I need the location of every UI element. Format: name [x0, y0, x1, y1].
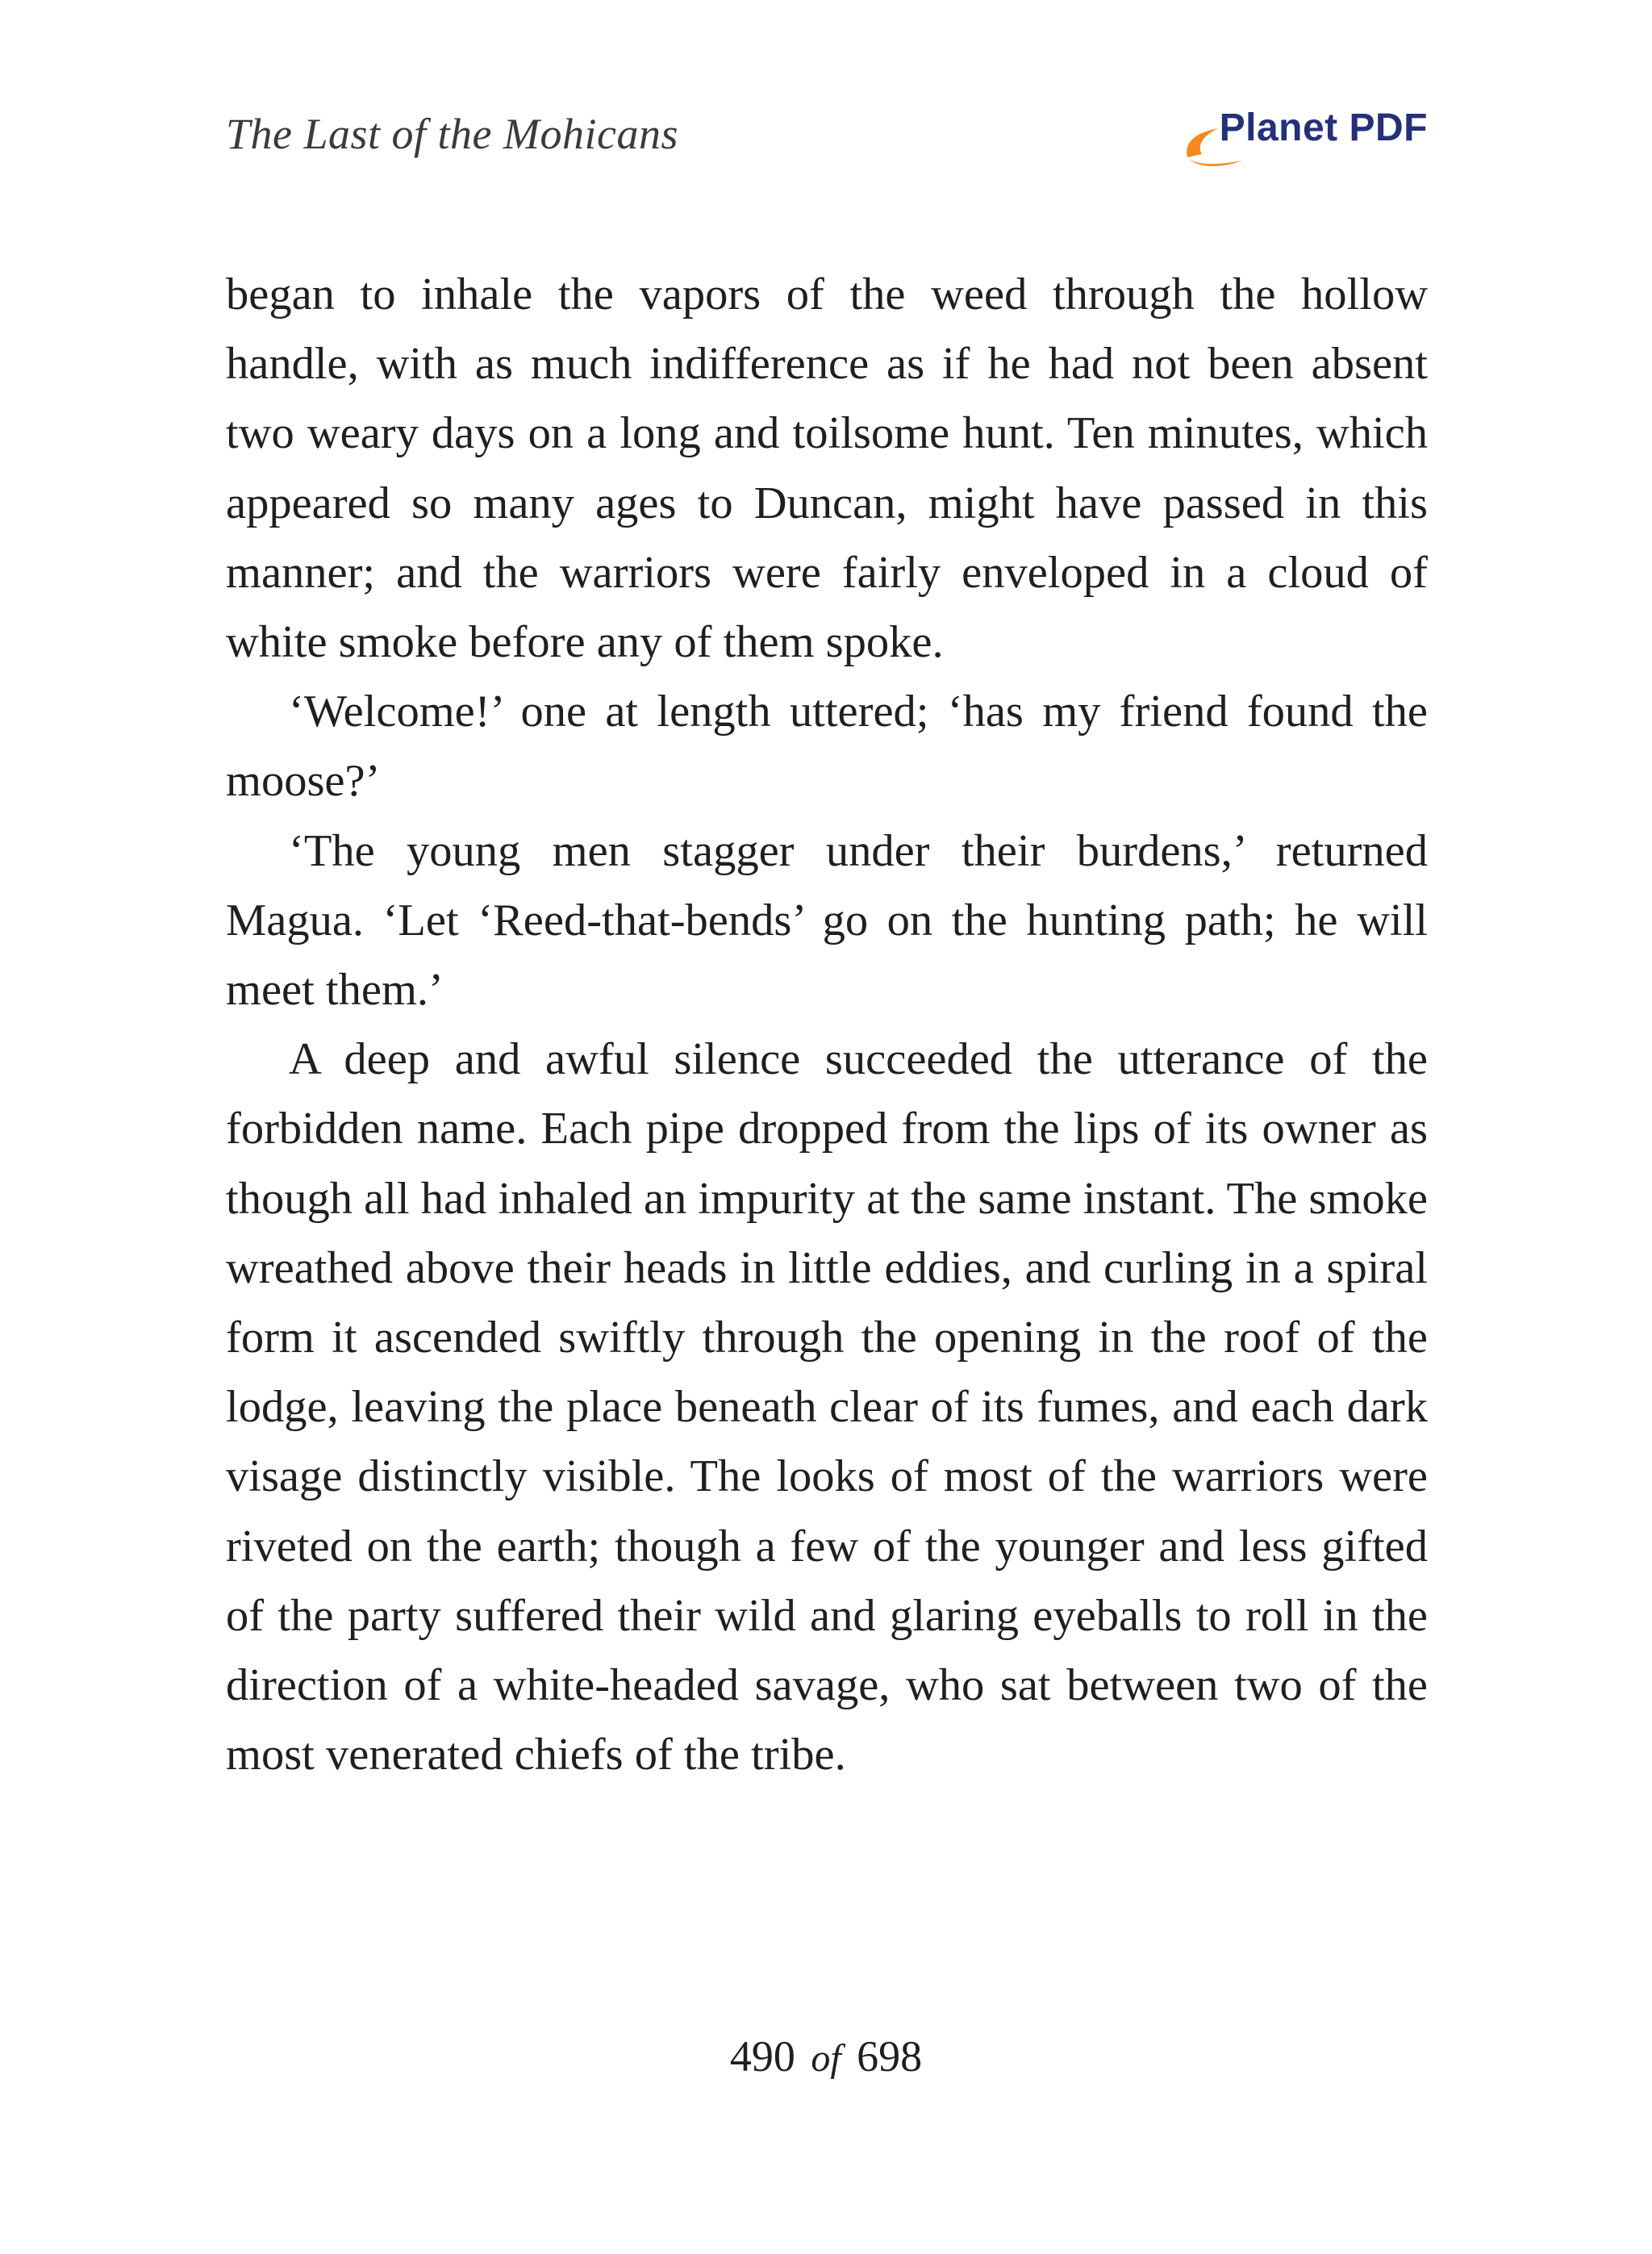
- page-of-label: of: [811, 2037, 841, 2080]
- running-title: The Last of the Mohicans: [226, 110, 678, 158]
- planet-pdf-logo: [1170, 101, 1428, 173]
- page-number: [0, 2031, 1652, 2081]
- logo-text: Planet PDF: [1219, 106, 1428, 149]
- paragraph: ‘Welcome!’ one at length uttered; ‘has my friend found the moose?’: [226, 687, 1428, 807]
- body-text: [226, 260, 1428, 1789]
- total-pages-number: 698: [857, 2032, 923, 2081]
- paragraph: began to inhale the vapors of the weed through the hollow handle, with as much indifference as if he had not been absent two weary days on a long and toilsome hunt. Ten minutes, which appeared so many ages to Duncan, might have passed in this manner; and the warriors were fairly enveloped in a cloud of white smoke before any of them spoke.: [226, 269, 1428, 668]
- current-page-number: 490: [729, 2032, 795, 2081]
- paragraph: A deep and awful silence succeeded the utterance of the forbidden name. Each pipe dropped from the lips of its owner as though all had inhaled an impurity at the same instant. The smoke wreathed above their heads in little eddies, and curling in a spiral form it ascended swiftly through the opening in the roof of the lodge, leaving the place beneath clear of its fumes, and each dark visage distinctly visible. The looks of most of the warriors were riveted on the earth; though a few of the younger and less gifted of the party suffered their wild and glaring eyeballs to roll in the direction of a white-headed savage, who sat between two of the most venerated chiefs of the tribe.: [226, 1034, 1428, 1780]
- paragraph: ‘The young men stagger under their burdens,’ returned Magua. ‘Let ‘Reed-that-bends’ go on the hunting path; he will meet them.’: [226, 825, 1428, 1016]
- page-header: [226, 101, 1428, 173]
